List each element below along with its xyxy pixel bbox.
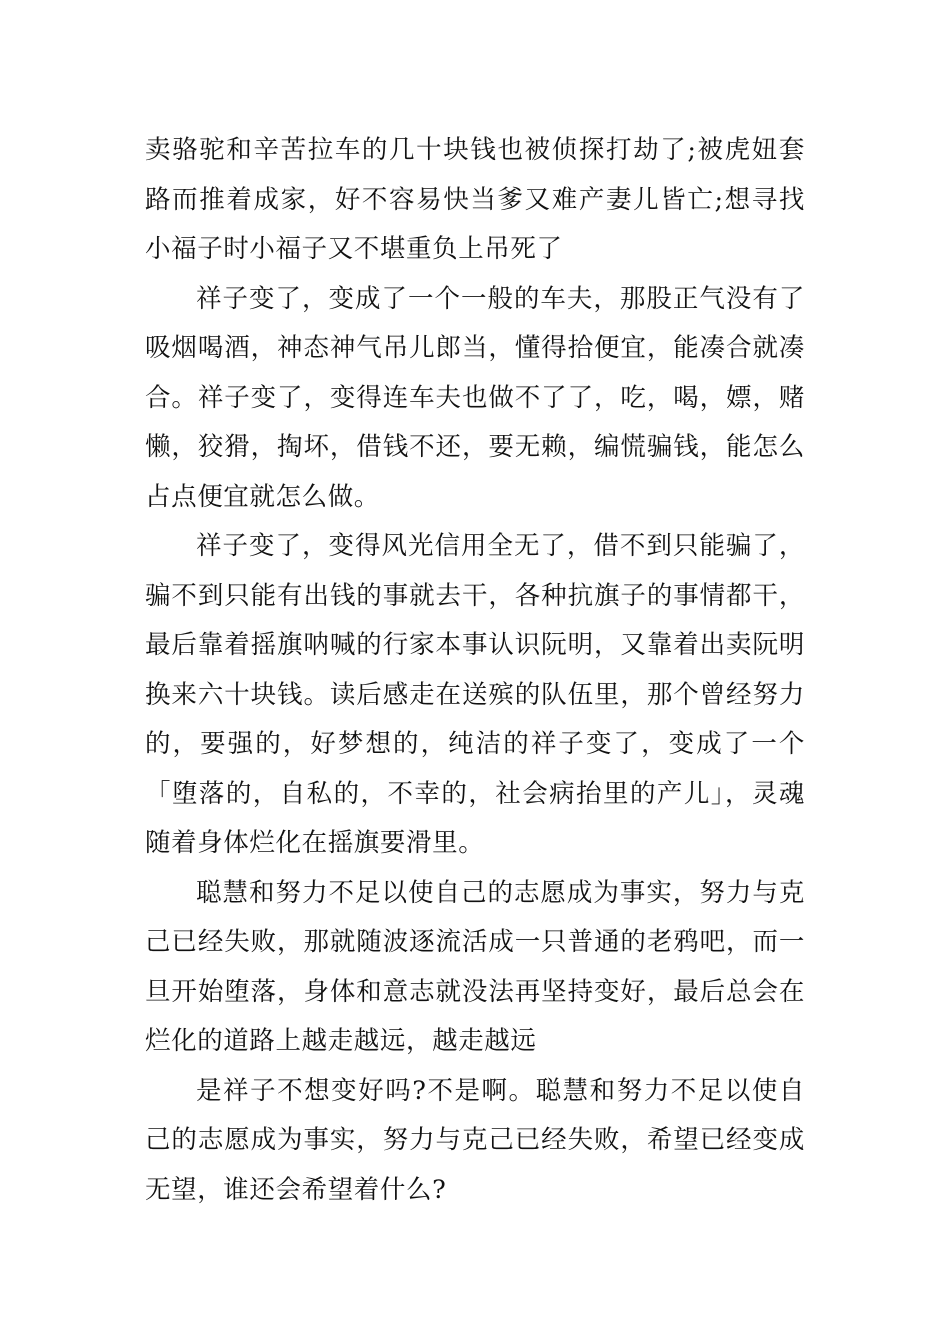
paragraph-5: 是祥子不想变好吗?不是啊。聪慧和努力不足以使自己的志愿成为事实，努力与克己已经失败，希望已经变成无望，谁还会希望着什么?	[145, 1075, 805, 1205]
paragraph-2: 祥子变了，变成了一个一般的车夫，那股正气没有了吸烟喝酒，神态神气吊儿郎当，懂得拾便宜，能凑合就凑合。祥子变了，变得连车夫也做不了了，吃，喝，嫖，赌懒，狡猾，掏坏，借钱不还，要无赖，编慌骗钱，能怎么占点便宜就怎么做。	[145, 283, 805, 512]
paragraph-3: 祥子变了，变得风光信用全无了，借不到只能骗了，骗不到只能有出钱的事就去干，各种抗旗子的事情都干，最后靠着摇旗呐喊的行家本事认识阮明，又靠着出卖阮明换来六十块钱。读后感走在送殡的队伍里，那个曾经努力的，要强的，好梦想的，纯洁的祥子变了，变成了一个「堕落的，自私的，不幸的，社会病抬里的产儿」，灵魂随着身体烂化在摇旗要滑里。	[145, 531, 805, 858]
paragraph-1: 卖骆驼和辛苦拉车的几十块钱也被侦探打劫了;被虎妞套路而推着成家，好不容易快当爹又难产妻儿皆亡;想寻找小福子时小福子又不堪重负上吊死了	[145, 135, 805, 264]
document-page	[145, 126, 805, 1215]
paragraph-4: 聪慧和努力不足以使自己的志愿成为事实，努力与克己已经失败，那就随波逐流活成一只普通的老鸦吧，而一旦开始堕落，身体和意志就没法再坚持变好，最后总会在烂化的道路上越走越远，越走越远	[145, 877, 805, 1056]
